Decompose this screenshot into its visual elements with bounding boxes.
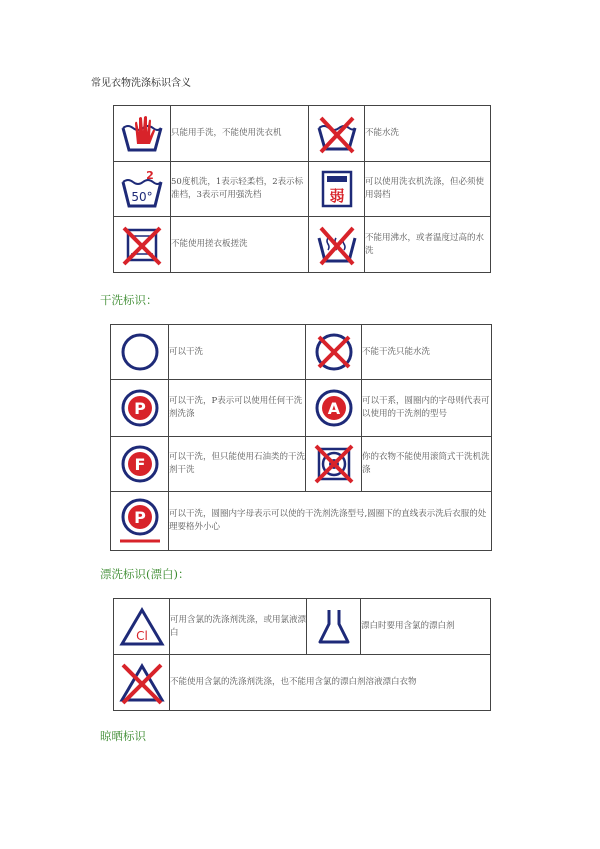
symbol-description: 不能使用含氯的洗涤剂洗涤，也不能用含氯的漂白剂溶液漂白衣物 (170, 655, 491, 711)
dry-clean-heading: 干洗标识： (100, 293, 158, 307)
table-row (111, 437, 492, 492)
dry-clean-a-icon (312, 386, 356, 430)
table-row (111, 492, 492, 551)
icon-cell (309, 162, 365, 217)
solvent-letter: F (134, 455, 145, 474)
bleach-symbols-table (113, 598, 491, 711)
symbol-description: 可以干洗 (169, 325, 306, 380)
icon-cell (114, 106, 171, 162)
drying-heading: 晾晒标识 (100, 729, 146, 743)
icon-cell (111, 437, 169, 492)
dry-clean-f-icon (118, 442, 162, 486)
dry-clean-circle-icon (118, 330, 162, 374)
table-row (114, 217, 491, 273)
weak-setting-label: 弱 (328, 187, 345, 205)
chlorine-bleach-icon (119, 606, 165, 648)
table-row (111, 380, 492, 437)
dry-clean-symbols-table (110, 324, 492, 551)
wash-symbols-table (113, 105, 491, 273)
no-washboard-icon (120, 224, 164, 266)
symbol-description: 可以干系，圆圈内的字母则代表可以使用的干洗剂的型号 (362, 380, 492, 437)
symbol-description: 不能干洗只能水洗 (362, 325, 492, 380)
symbol-description: 不能使用搓衣板搓洗 (171, 217, 309, 273)
bleach-heading: 漂洗标识(漂白)： (100, 567, 190, 581)
temperature-label: 50° (131, 190, 153, 204)
solvent-letter: P (133, 399, 146, 418)
no-water-wash-icon (315, 114, 359, 154)
no-dry-clean-icon (312, 330, 356, 374)
symbol-description: 不能用沸水，或者温度过高的水洗 (365, 217, 491, 273)
icon-cell (114, 162, 171, 217)
solvent-letter: A (327, 399, 340, 418)
table-row (114, 106, 491, 162)
symbol-description: 漂白时要用含氯的漂白剂 (361, 599, 491, 655)
symbol-description: 只能用手洗，不能使用洗衣机 (171, 106, 309, 162)
page-title: 常见衣物洗涤标识含义 (91, 78, 191, 89)
no-bleach-icon (119, 661, 165, 705)
table-row (114, 162, 491, 217)
icon-cell (309, 106, 365, 162)
symbol-description: 50度机洗，1表示轻柔档，2表示标准档，3表示可用强洗档 (171, 162, 309, 217)
symbol-description: 可用含氯的洗涤剂洗涤，或用氯液漂白 (170, 599, 307, 655)
symbol-description: 可以使用洗衣机洗涤，但必须使用弱档 (365, 162, 491, 217)
symbol-description: 可以干洗，圆圈内字母表示可以使的干洗剂洗涤型号,圆圈下的直线表示洗后衣服的处理要格外小心 (169, 492, 492, 551)
dry-clean-p-gentle-icon (116, 496, 164, 546)
table-row (114, 599, 491, 655)
icon-cell (306, 325, 362, 380)
icon-cell (114, 217, 171, 273)
solvent-letter: P (133, 508, 146, 527)
symbol-description: 可以干洗，但只能使用石油类的干洗剂干洗 (169, 437, 306, 492)
icon-cell (111, 492, 169, 551)
table-row (111, 325, 492, 380)
icon-cell (114, 655, 170, 711)
icon-cell (307, 599, 361, 655)
machine-wash-50-icon (120, 168, 164, 210)
no-boiling-water-icon (315, 224, 359, 266)
icon-cell (111, 380, 169, 437)
icon-cell (114, 599, 170, 655)
machine-wash-weak-icon (319, 169, 355, 209)
icon-cell (306, 437, 362, 492)
symbol-description: 你的衣物不能使用滚筒式干洗机洗涤 (362, 437, 492, 492)
symbol-description: 可以干洗，P表示可以使用任何干洗剂洗涤 (169, 380, 306, 437)
hand-wash-icon (120, 114, 164, 154)
symbol-description: 不能水洗 (365, 106, 491, 162)
dry-clean-p-icon (118, 386, 162, 430)
no-tumble-dry-icon (312, 442, 356, 486)
table-row (114, 655, 491, 711)
icon-cell (306, 380, 362, 437)
no-chlorine-bleach-flask-icon (314, 606, 354, 648)
icon-cell (111, 325, 169, 380)
icon-cell (309, 217, 365, 273)
chlorine-label: Cl (135, 628, 148, 643)
wash-level-label: 2 (146, 169, 154, 182)
